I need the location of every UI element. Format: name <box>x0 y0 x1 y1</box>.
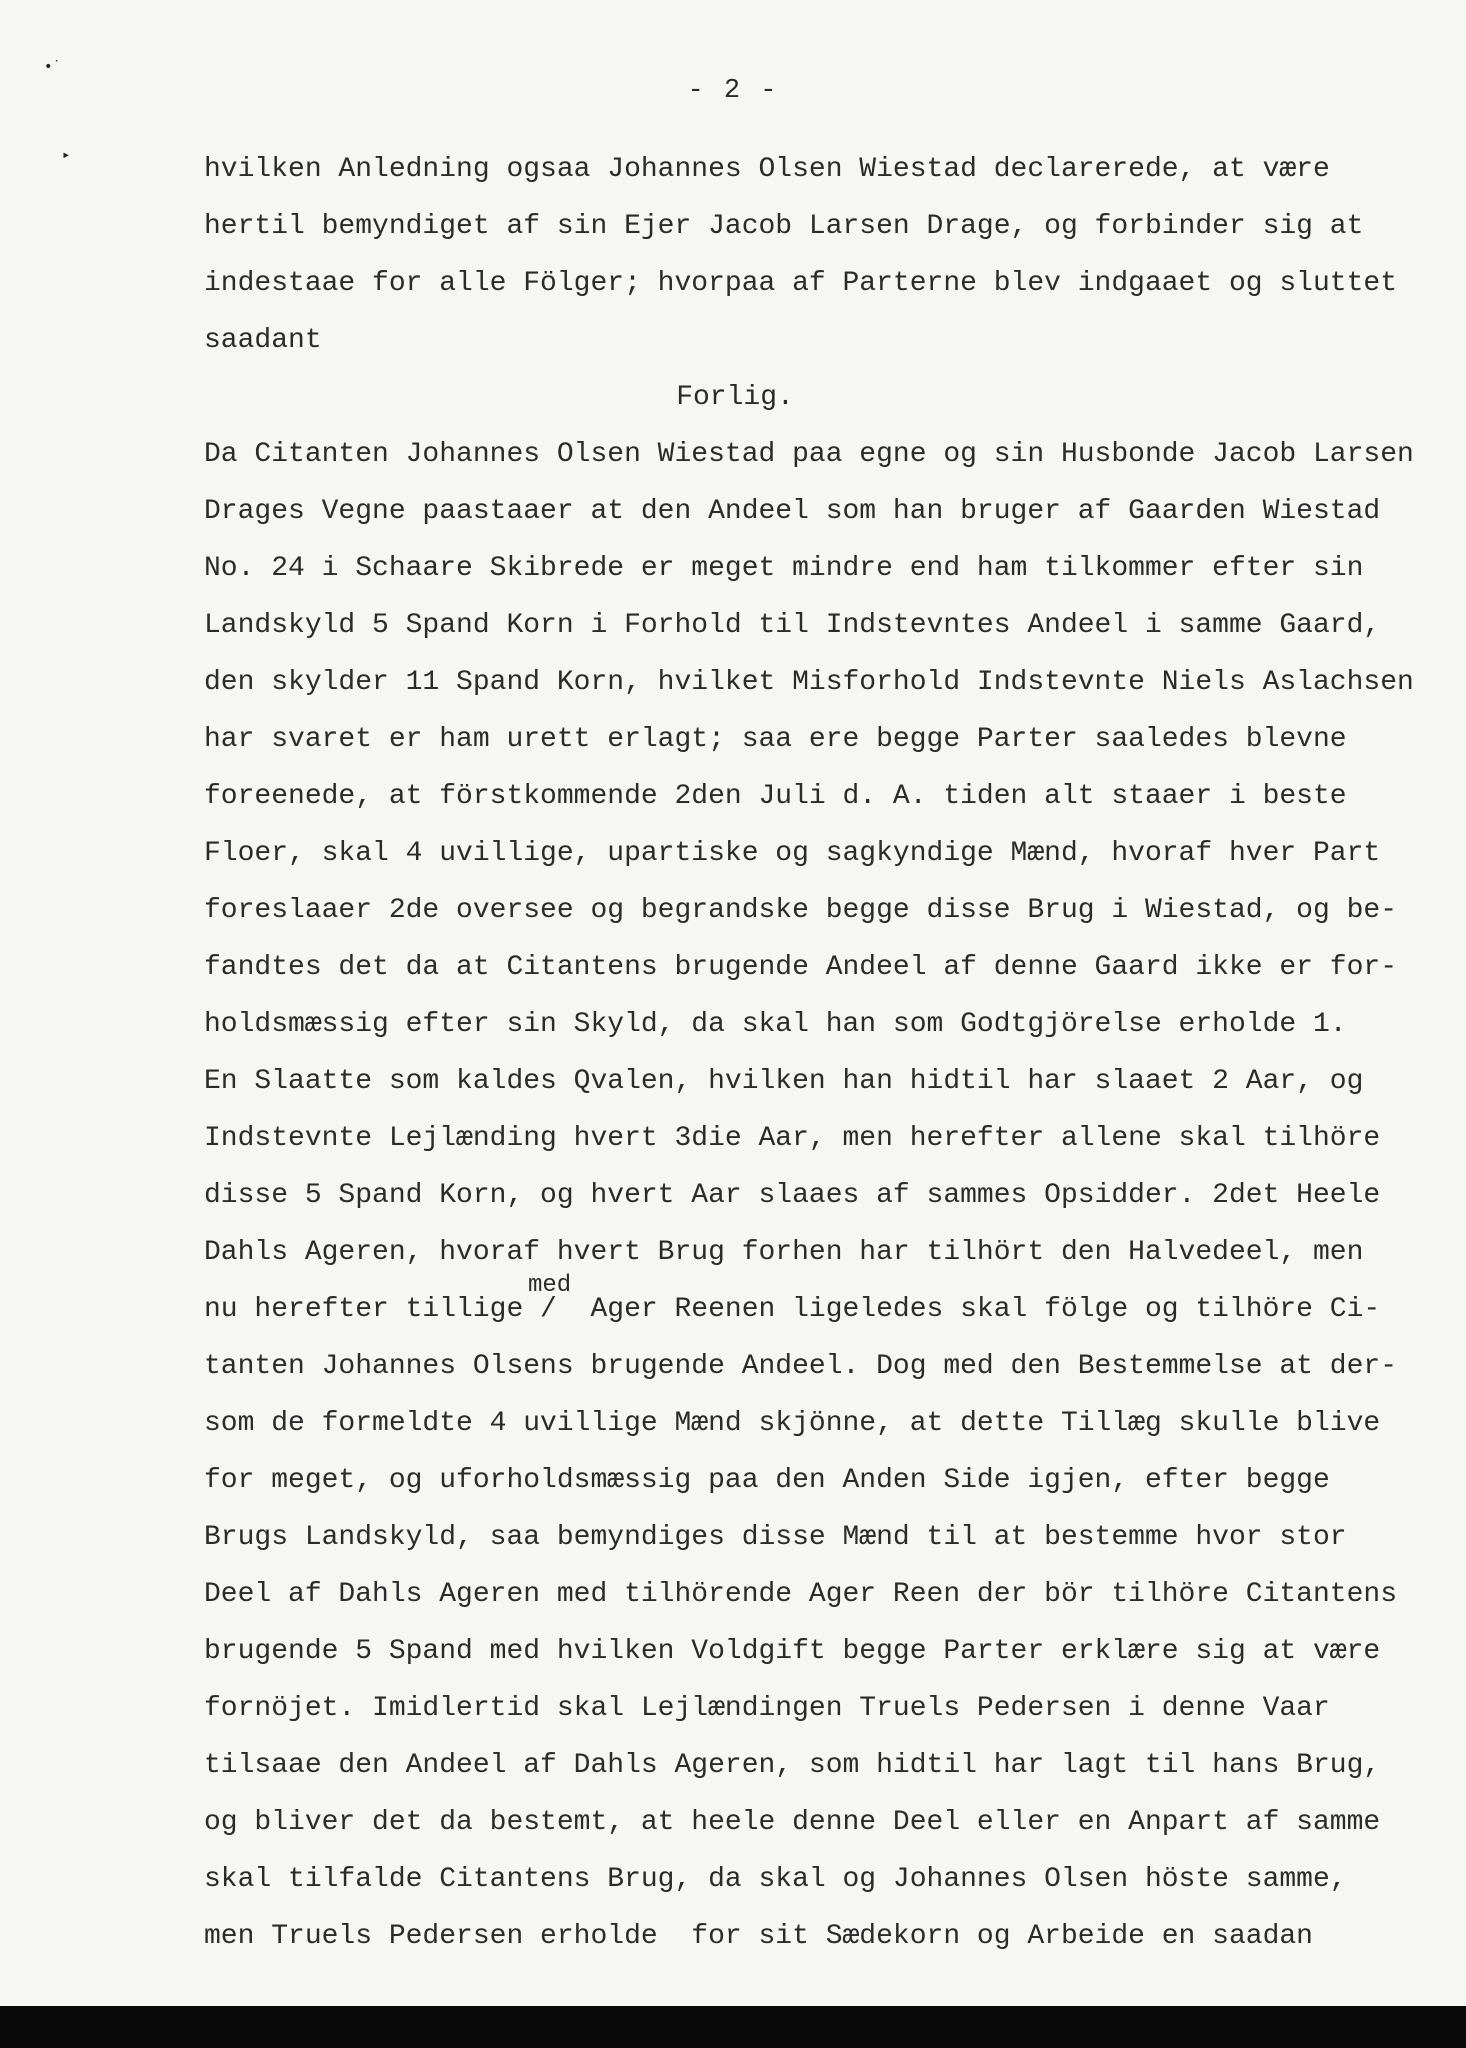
text-line: som de formeldte 4 uvillige Mænd skjönne, at dette Tillæg skulle blive <box>204 1408 1381 1439</box>
margin-mark-lower: ▸ <box>62 147 71 163</box>
text-line: foreenede, at förstkommende 2den Juli d. A. tiden alt staaer i beste <box>204 781 1347 812</box>
text-line: Landskyld 5 Spand Korn i Forhold til Indstevntes Andeel i samme Gaard, <box>204 610 1381 641</box>
text-line: tanten Johannes Olsens brugende Andeel. Dog med den Bestemmelse at der- <box>204 1351 1397 1382</box>
text-line: tilsaae den Andeel af Dahls Ageren, som hidtil har lagt til hans Brug, <box>204 1750 1381 1781</box>
text-line: Indstevnte Lejlænding hvert 3die Aar, men herefter allene skal tilhöre <box>204 1123 1381 1154</box>
page-number: - 2 - <box>687 76 779 106</box>
text-line: En Slaatte som kaldes Qvalen, hvilken han hidtil har slaaet 2 Aar, og <box>204 1066 1364 1097</box>
text-line: og bliver det da bestemt, at heele denne Deel eller en Anpart af samme <box>204 1807 1381 1838</box>
text-line: nu herefter tillige / Ager Reenen ligeledes skal fölge og tilhöre Ci- <box>204 1294 1381 1325</box>
text-line: Drages Vegne paastaaer at den Andeel som han bruger af Gaarden Wiestad <box>204 496 1381 527</box>
text-line: fornöjet. Imidlertid skal Lejlændingen Truels Pedersen i denne Vaar <box>204 1693 1330 1724</box>
text-line: disse 5 Spand Korn, og hvert Aar slaaes af sammes Opsidder. 2det Heele <box>204 1180 1381 1211</box>
text-line: Da Citanten Johannes Olsen Wiestad paa egne og sin Husbonde Jacob Larsen <box>204 439 1414 470</box>
text-line: Deel af Dahls Ageren med tilhörende Ager Reen der bör tilhöre Citantens <box>204 1579 1397 1610</box>
text-line: saadant <box>204 325 322 356</box>
text-line: skal tilfalde Citantens Brug, da skal og Johannes Olsen höste samme, <box>204 1864 1347 1895</box>
scan-border <box>0 2006 1466 2048</box>
text-line: men Truels Pedersen erholde for sit Sædekorn og Arbeide en saadan <box>204 1921 1313 1952</box>
section-heading: Forlig. <box>676 382 794 413</box>
margin-mark-top: •˙ <box>44 59 61 75</box>
text-line: brugende 5 Spand med hvilken Voldgift begge Parter erklære sig at være <box>204 1636 1381 1667</box>
interlinear-insertion: med <box>528 1272 572 1299</box>
text-line: foreslaaer 2de oversee og begrandske begge disse Brug i Wiestad, og be- <box>204 895 1397 926</box>
text-line: indestaae for alle Fölger; hvorpaa af Parterne blev indgaaet og sluttet <box>204 268 1397 299</box>
text-line: har svaret er ham urett erlagt; saa ere begge Parter saaledes blevne <box>204 724 1347 755</box>
text-line: No. 24 i Schaare Skibrede er meget mindre end ham tilkommer efter sin <box>204 553 1364 584</box>
text-line: for meget, og uforholdsmæssig paa den Anden Side igjen, efter begge <box>204 1465 1330 1496</box>
text-line: Brugs Landskyld, saa bemyndiges disse Mænd til at bestemme hvor stor <box>204 1522 1347 1553</box>
text-line: hertil bemyndiget af sin Ejer Jacob Larsen Drage, og forbinder sig at <box>204 211 1364 242</box>
text-line: Dahls Ageren, hvoraf hvert Brug forhen har tilhört den Halvedeel, men <box>204 1237 1364 1268</box>
text-line: den skylder 11 Spand Korn, hvilket Misforhold Indstevnte Niels Aslachsen <box>204 667 1414 698</box>
text-line: hvilken Anledning ogsaa Johannes Olsen Wiestad declarerede, at være <box>204 154 1330 185</box>
text-line: fandtes det da at Citantens brugende Andeel af denne Gaard ikke er for- <box>204 952 1397 983</box>
text-line: holdsmæssig efter sin Skyld, da skal han som Godtgjörelse erholde 1. <box>204 1009 1347 1040</box>
text-line: Floer, skal 4 uvillige, upartiske og sagkyndige Mænd, hvoraf hver Part <box>204 838 1381 869</box>
